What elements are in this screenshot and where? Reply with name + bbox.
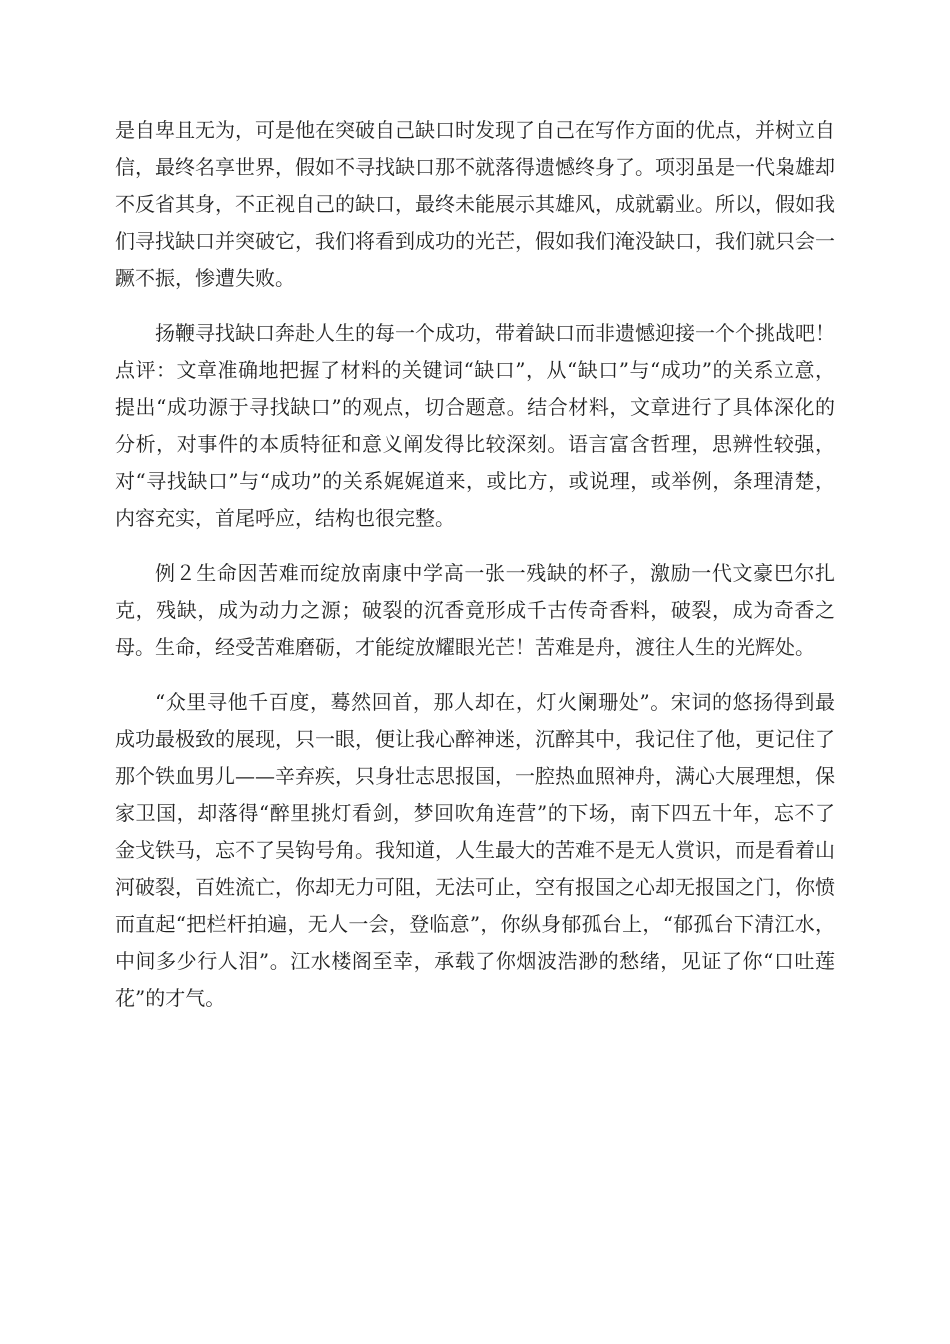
paragraph-example-two: 例２生命因苦难而绽放南康中学高一张一残缺的杯子，激励一代文豪巴尔扎克，残缺，成为动力之源；破裂的沉香竟形成千古传奇香料，破裂，成为奇香之母。生命，经受苦难磨砺，才能绽放耀眼光芒！苦难是舟，渡往人生的光辉处。 (115, 561, 835, 659)
paragraph-commentary: 扬鞭寻找缺口奔赴人生的每一个成功，带着缺口而非遗憾迎接一个个挑战吧！点评：文章准确地把握了材料的关键词“缺口”，从“缺口”与“成功”的关系立意，提出“成功源于寻找缺口”的观点，切合题意。结合材料，文章进行了具体深化的分析，对事件的本质特征和意义阐发得比较深刻。语言富含哲理，思辨性较强，对“寻找缺口”与“成功”的关系娓娓道来，或比方，或说理，或举例，条理清楚，内容充实，首尾呼应，结构也很完整。 (115, 321, 835, 530)
document-body (115, 112, 835, 1035)
paragraph-xin-qiji: “众里寻他千百度，蓦然回首，那人却在，灯火阑珊处”。宋词的悠扬得到最成功最极致的展现，只一眼，便让我心醉神迷，沉醉其中，我记住了他，更记住了那个铁血男儿——辛弃疾，只身壮志思报国，一腔热血照神舟，满心大展理想，保家卫国，却落得“醉里挑灯看剑，梦回吹角连营”的下场，南下四五十年，忘不了金戈铁马，忘不了吴钩号角。我知道，人生最大的苦难不是无人赏识，而是看着山河破裂，百姓流亡，你却无力可阻，无法可止，空有报国之心却无报国之门，你愤而直起“把栏杆拍遍，无人一会，登临意”，你纵身郁孤台上，“郁孤台下清江水，中间多少行人泪”。江水楼阁至幸，承载了你烟波浩渺的愁绪，见证了你“口吐莲花”的才气。 (115, 690, 835, 1010)
paragraph-continuation: 是自卑且无为，可是他在突破自己缺口时发现了自己在写作方面的优点，并树立自信，最终名享世界，假如不寻找缺口那不就落得遗憾终身了。项羽虽是一代枭雄却不反省其身，不正视自己的缺口，最终未能展示其雄风，成就霸业。所以，假如我们寻找缺口并突破它，我们将看到成功的光芒，假如我们淹没缺口，我们就只会一蹶不振，惨遭失败。 (115, 118, 835, 290)
